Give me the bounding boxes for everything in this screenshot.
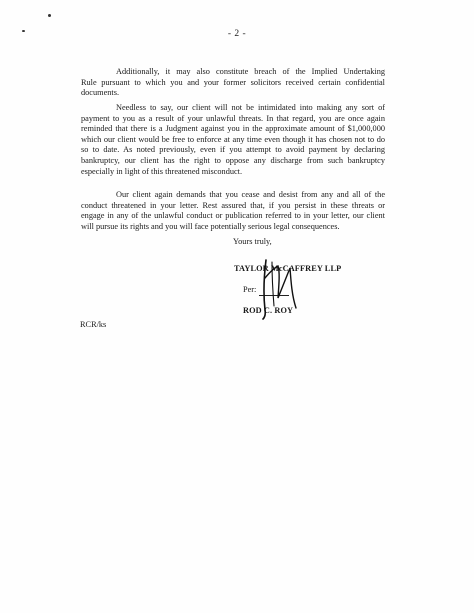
- paragraph-line: especially in light of this threatened misconduct.: [81, 166, 243, 176]
- page-number: - 2 -: [227, 29, 247, 39]
- typist-initials: RCR/ks: [80, 320, 107, 329]
- handwritten-signature: [252, 258, 304, 320]
- paragraph-line: conduct threatened in your letter. Rest assured that, if you persist in these threats or: [81, 200, 385, 210]
- paragraph-cease-and-desist: [81, 190, 385, 232]
- paragraph-line: payment to you as a result of your unlawful threats. In that regard, you are once again: [81, 113, 385, 123]
- paragraph-line: Additionally, it may also constitute breach of the Implied Undertaking: [116, 67, 385, 76]
- closing-salutation: Yours truly,: [233, 237, 272, 246]
- paragraph-line: Our client again demands that you cease and desist from any and all of the: [116, 190, 385, 199]
- firm-name: TAYLOR McCAFFREY LLP: [234, 264, 342, 273]
- paragraph-line: will pursue its rights and you will face potentially serious legal consequences.: [81, 221, 340, 231]
- paragraph-line: so to date. As noted previously, even if you attempt to avoid payment by declaring: [81, 145, 385, 155]
- paragraph-line: bankruptcy, our client has the right to oppose any discharge from such bankruptcy: [81, 155, 385, 165]
- paragraph-line: documents.: [81, 88, 120, 98]
- scan-speck: [48, 14, 51, 17]
- per-label: Per:: [243, 285, 257, 294]
- paragraph-line: Rule pursuant to which you and your former solicitors received certain confidential: [81, 77, 385, 87]
- paragraph-line: Needless to say, our client will not be intimidated into making any sort of: [116, 103, 385, 112]
- paragraph-line: which our client would be free to enforce at any time even though it has chosen not to do: [81, 134, 385, 144]
- paragraph-implied-undertaking: [81, 67, 385, 99]
- paragraph-judgment: [81, 103, 385, 177]
- paragraph-line: engage in any of the unlawful conduct or publication referred to in your letter, our client: [81, 211, 385, 221]
- signer-name: ROD C. ROY: [243, 306, 294, 315]
- paragraph-line: reminded that there is a Judgment against you in the approximate amount of $1,000,000: [81, 124, 385, 134]
